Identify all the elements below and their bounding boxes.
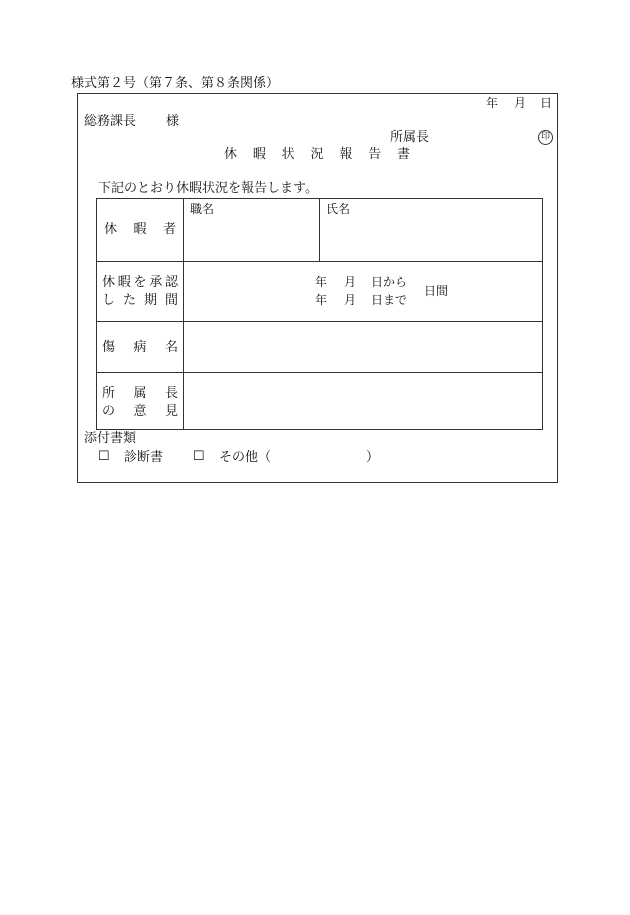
name-field[interactable] xyxy=(320,218,540,258)
other-label: その他（ xyxy=(219,450,272,465)
head-opinion-label-line2 xyxy=(102,405,178,418)
title-char: 告 xyxy=(368,147,382,162)
row-divider xyxy=(97,372,542,373)
label-char: 名 xyxy=(164,340,178,355)
period-from-month: 月 xyxy=(344,275,357,289)
illness-name-field[interactable] xyxy=(184,324,540,370)
vacation-person-label xyxy=(104,223,176,236)
period-from-year: 年 xyxy=(315,275,328,289)
label-char: 所 xyxy=(102,386,116,401)
period-to-month: 月 xyxy=(344,293,357,307)
diagnosis-checkbox[interactable]: ☐ xyxy=(98,449,110,464)
head-opinion-field[interactable] xyxy=(184,375,540,427)
label-char: 者 xyxy=(162,222,176,237)
approved-period-label-line2 xyxy=(102,294,178,307)
label-char: の xyxy=(102,404,116,419)
label-char: 暇 xyxy=(117,275,131,290)
days-label: 日間 xyxy=(424,284,449,298)
document-title xyxy=(224,148,410,161)
title-char: 暇 xyxy=(252,147,266,162)
position-field[interactable] xyxy=(184,218,314,258)
form-number: 様式第２号（第７条、第８条関係） xyxy=(71,76,280,91)
attachments-heading: 添付書類 xyxy=(84,431,137,446)
diagnosis-label: 診断書 xyxy=(124,450,164,465)
label-char: 暇 xyxy=(133,222,147,237)
date-day: 日 xyxy=(540,96,553,110)
label-char: 意 xyxy=(133,404,147,419)
label-char: 認 xyxy=(164,275,178,290)
position-label: 職名 xyxy=(190,202,215,216)
label-char: 病 xyxy=(133,340,147,355)
label-char: 見 xyxy=(164,404,178,419)
label-char: 属 xyxy=(133,386,147,401)
date-year: 年 xyxy=(486,96,499,110)
period-to-day: 日まで xyxy=(371,293,408,307)
intro-text: 下記のとおり休暇状況を報告します。 xyxy=(98,181,318,196)
title-char: 書 xyxy=(396,147,410,162)
title-char: 休 xyxy=(224,147,238,162)
addressee: 総務課長 xyxy=(84,114,137,129)
label-char: 承 xyxy=(149,275,163,290)
label-char: 傷 xyxy=(102,340,116,355)
name-label: 氏名 xyxy=(326,202,351,216)
label-char: 長 xyxy=(164,386,178,401)
date-month: 月 xyxy=(514,96,527,110)
label-char: た xyxy=(122,293,136,308)
other-checkbox[interactable]: ☐ xyxy=(193,449,205,464)
period-to-year: 年 xyxy=(315,293,328,307)
row-divider xyxy=(97,321,542,322)
illness-name-label xyxy=(102,341,178,354)
title-char: 状 xyxy=(281,147,295,162)
other-detail-field[interactable] xyxy=(282,448,364,464)
approved-period-label-line1 xyxy=(102,276,178,289)
label-char: 間 xyxy=(164,293,178,308)
label-char: 休 xyxy=(102,275,116,290)
title-char: 況 xyxy=(310,147,324,162)
label-char: 期 xyxy=(143,293,157,308)
title-char: 報 xyxy=(339,147,353,162)
head-opinion-label-line1 xyxy=(102,387,178,400)
label-char: し xyxy=(102,293,116,308)
honorific: 様 xyxy=(166,114,180,129)
label-char: 休 xyxy=(104,222,118,237)
seal-mark: 印 xyxy=(538,130,553,145)
period-from-day: 日から xyxy=(371,275,408,289)
other-close-paren: ） xyxy=(366,450,380,465)
label-char: を xyxy=(133,275,147,290)
dept-head-label: 所属長 xyxy=(390,130,430,145)
row-divider xyxy=(97,261,542,262)
